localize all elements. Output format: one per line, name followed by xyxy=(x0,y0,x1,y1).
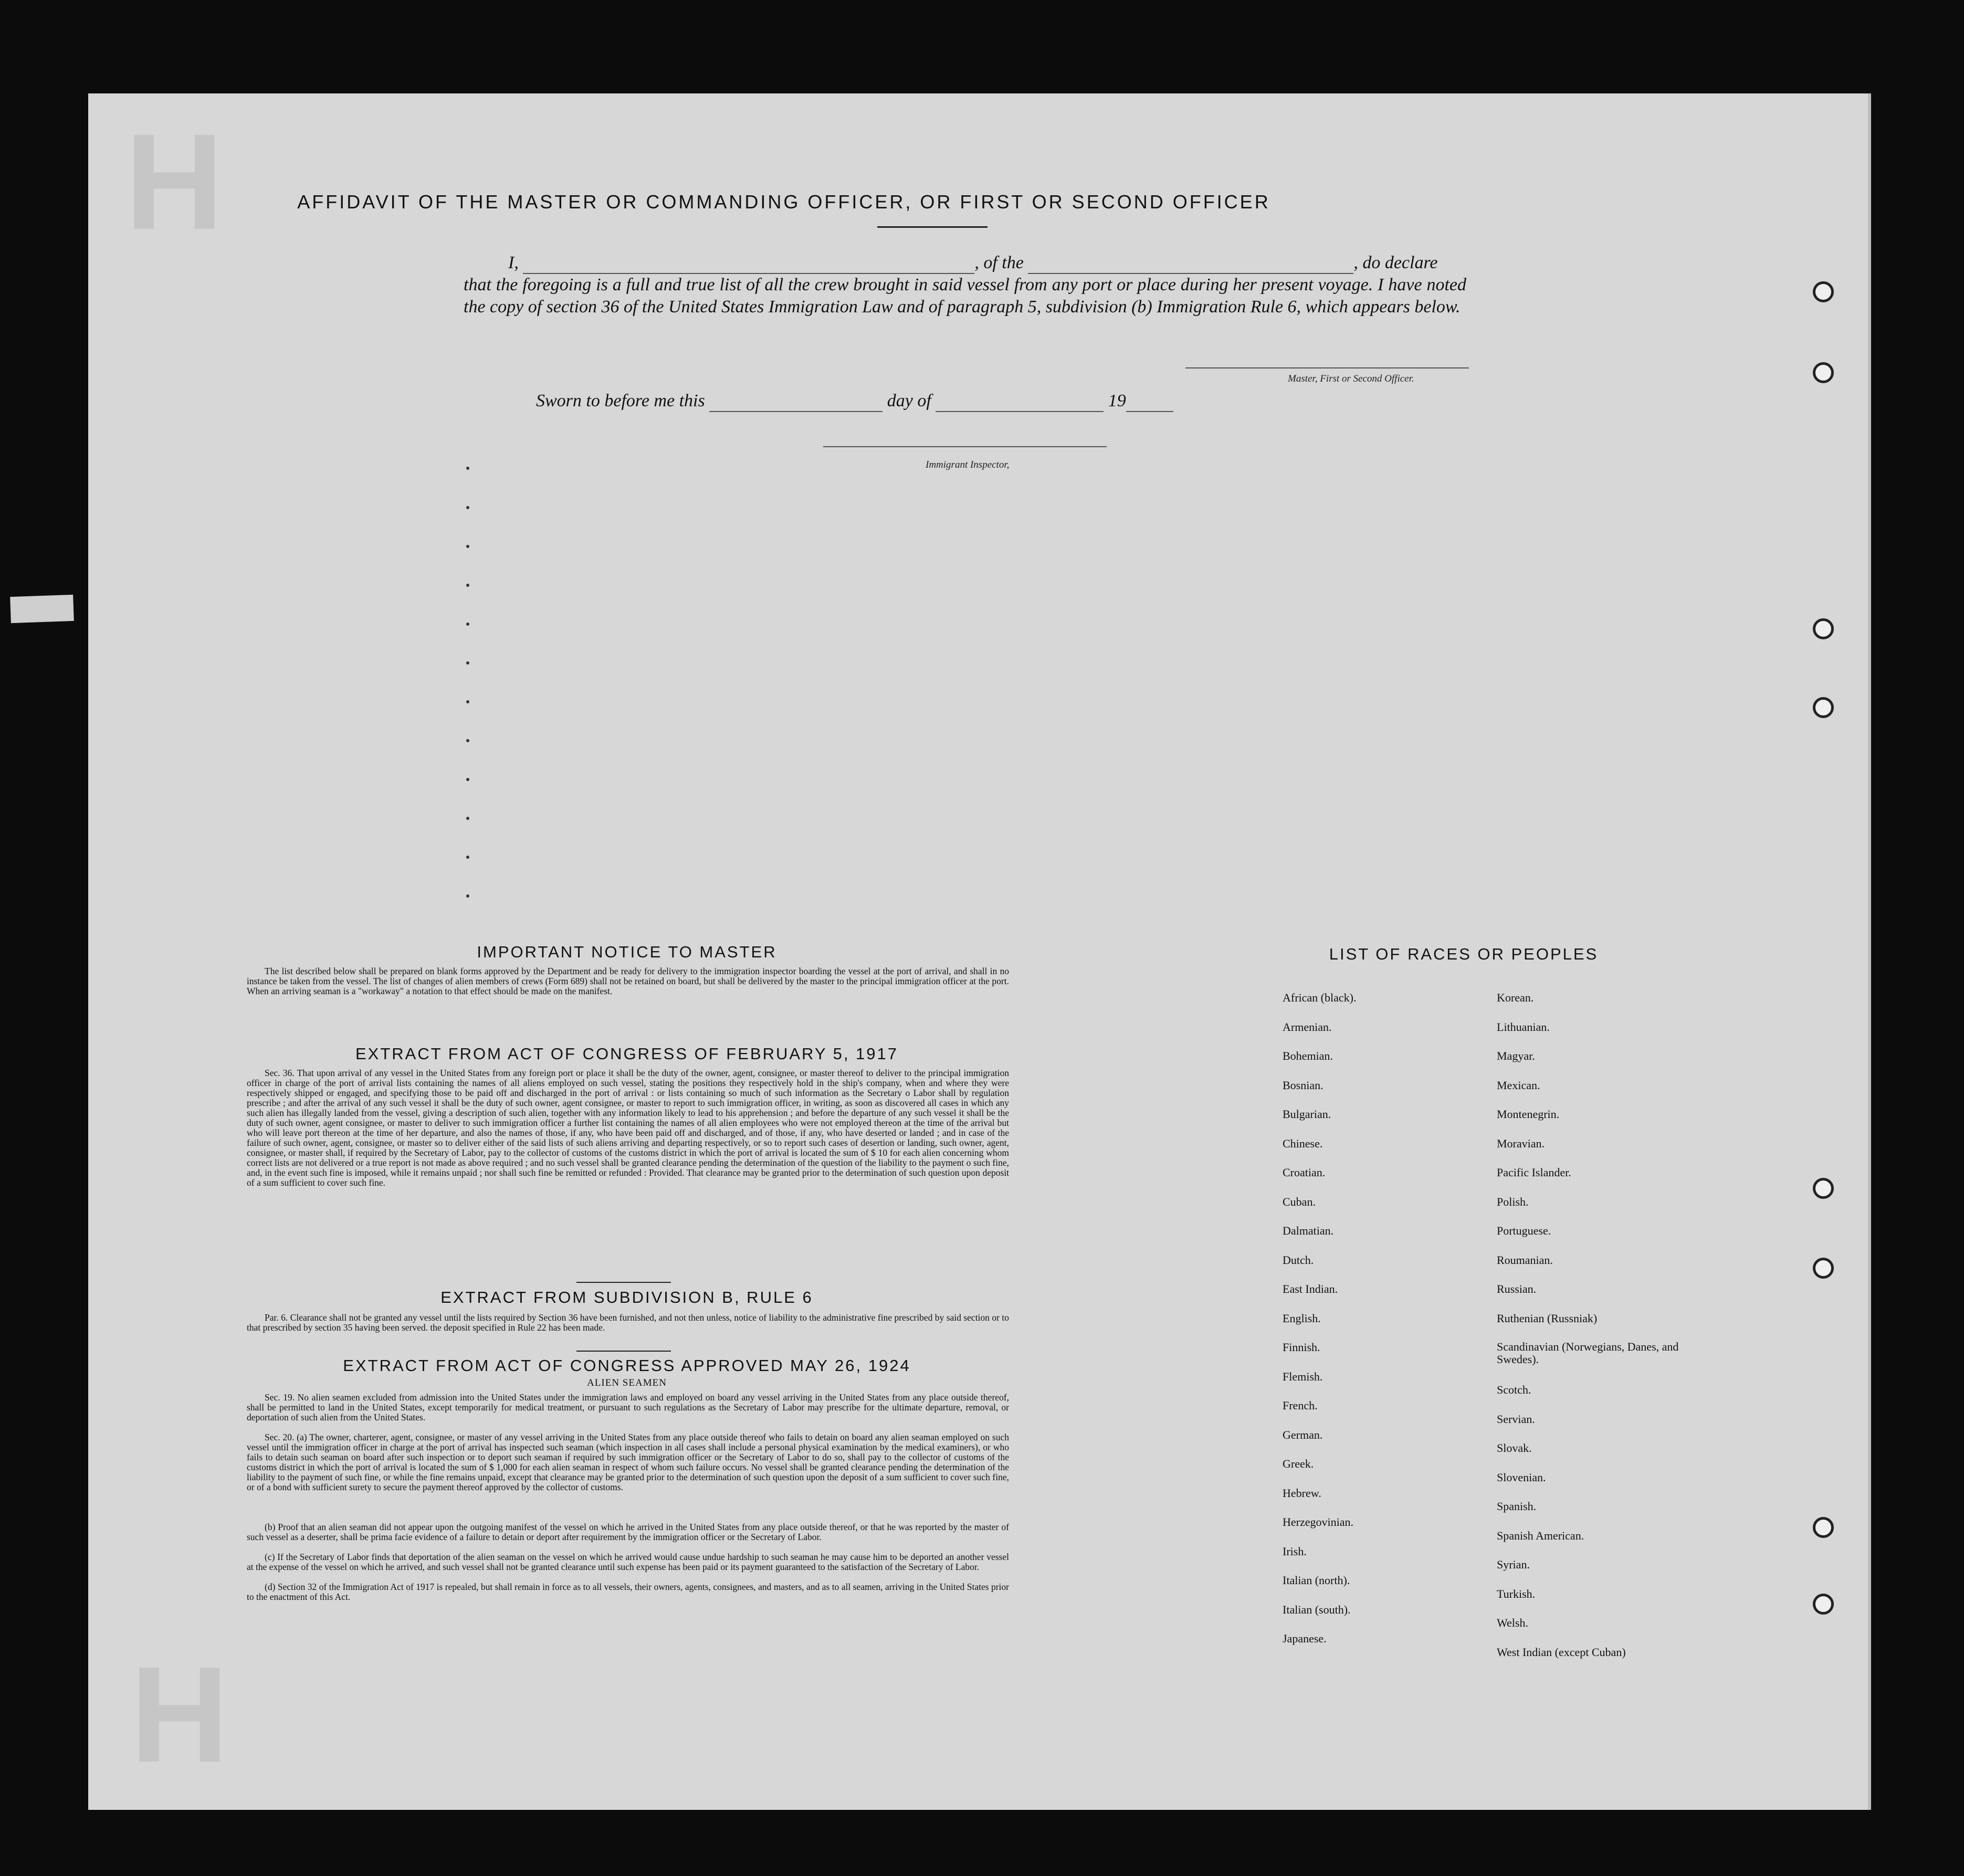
declaration-declare: , do declare xyxy=(1353,253,1438,272)
row-mark xyxy=(466,467,469,470)
row-mark xyxy=(466,778,469,781)
race-item: Armenian. xyxy=(1283,1020,1332,1034)
row-mark xyxy=(466,700,469,703)
year-blank[interactable] xyxy=(1126,395,1173,412)
name-blank[interactable] xyxy=(523,257,974,274)
master-signature-label: Master, First or Second Officer. xyxy=(1288,373,1414,384)
race-item: Korean. xyxy=(1497,991,1534,1004)
bleed-through-letter: H xyxy=(125,106,224,258)
binding-hole xyxy=(1813,1258,1834,1279)
race-item: Scotch. xyxy=(1497,1383,1531,1396)
inspector-signature-line xyxy=(823,446,1107,447)
sworn-label: Sworn to before me this xyxy=(536,391,705,410)
document-sheet xyxy=(88,93,1871,1810)
affidavit-title: AFFIDAVIT OF THE MASTER OR COMMANDING OFFICER, OR FIRST OR SECOND OFFICER xyxy=(297,191,1270,213)
row-mark xyxy=(466,817,469,820)
race-item: Lithuanian. xyxy=(1497,1020,1550,1034)
binding-hole xyxy=(1813,1517,1834,1538)
day-blank[interactable] xyxy=(709,395,883,412)
rule-6-text: Par. 6. Clearance shall not be granted any vessel until the lists required by Section 36 have been furnished, and not then unless, notice of liability to the administrative fine prescribed by said section or to that prescribed by section 35 having been served. the deposit specified in Rule 22 has been made. xyxy=(247,1312,1009,1333)
month-blank[interactable] xyxy=(936,395,1104,412)
race-item: Moravian. xyxy=(1497,1136,1545,1150)
notice-text: The list described below shall be prepared on blank forms approved by the Department and be ready for delivery to the immigration inspector boarding the vessel at the port of arrival, and shall in no instance be taken from the vessel. The list of changes of alien members of crews (Form 689) shall not be retained on board, but shall be delivered by the master to the principal immigration officer at the port. When an arriving seaman is a "workaway" a notation to that effect should be made on the manifest. xyxy=(247,966,1009,996)
inspector-signature-label: Immigrant Inspector, xyxy=(926,459,1010,470)
race-item: Spanish American. xyxy=(1497,1529,1584,1542)
race-item: Scandinavian (Norwegians, Danes, and Swedes). xyxy=(1497,1340,1679,1366)
race-item: Servian. xyxy=(1497,1412,1535,1426)
race-item: Polish. xyxy=(1497,1195,1529,1208)
act-1917-text: Sec. 36. That upon arrival of any vessel in the United States from any foreign port or place it shall be the duty of the owner, agent, consignee, or master thereof to deliver to the principal immigration officer in charge of the port of arrival lists containing the names of all aliens employed on such vessel, stating the positions they respectively hold in the ship's company, when and where they were respectively shipped or engaged, and specifying those to be paid off and discharged in the port of arrival : or lists containing so much of such information as the Secretary o Labor shall by regulation prescribe ; and after the arrival of any such vessel it shall be the duty of such owner, agent consignee, or master to report to such immigration officer, in writing, as soon as discovered all cases in which any such alien has illegally landed from the vessel, giving a description of such alien, together with any information likely to lead to his apprehension ; and before the departure of any such vessel it shall be the duty of such owner, agent consignee, or master to deliver to such immigration officer a further list containing the names of all alien employees who were not employed thereon at the time of the arrival but who will leave port thereon at the time of her departure, and also the names of those, if any, who have been paid off and discharged, and of those, if any, who have deserted or landed ; and in case of the failure of such owner, agent, consignee, or master so to deliver either of the said lists of such aliens arriving and departing respectively, or so to report such cases of desertion or landing, such owner, agent, consignee, or master shall, if required by the Secretary of Labor, pay to the collector of customs of the customs district in which the port of arrival is located the sum of $ 10 for each alien concerning whom correct lists are not delivered or a true report is not made as above required ; and no such vessel shall be granted clearance pending the determination of the question of the liability to the payment o such fine, and, in the event such fine is imposed, while it remains unpaid ; nor shall such fine be remitted or refunded : Provided. That clearance may be granted prior to the determination of such question upon deposit of a sum sufficient to cover such fine. xyxy=(247,1068,1009,1188)
race-item: Italian (south). xyxy=(1283,1603,1351,1616)
row-mark xyxy=(466,661,469,665)
race-item: Chinese. xyxy=(1283,1136,1323,1150)
alien-seamen-subheading: ALIEN SEAMEN xyxy=(587,1377,667,1388)
bleed-through-letter: H xyxy=(130,1639,229,1791)
row-mark xyxy=(466,856,469,859)
race-item: Roumanian. xyxy=(1497,1253,1553,1267)
rule-6-heading: EXTRACT FROM SUBDIVISION B, RULE 6 xyxy=(440,1288,813,1306)
race-item: Japanese. xyxy=(1283,1632,1327,1645)
race-item: Italian (north). xyxy=(1283,1574,1350,1587)
race-item: English. xyxy=(1283,1311,1321,1325)
race-item: East Indian. xyxy=(1283,1282,1338,1295)
race-item: Mexican. xyxy=(1497,1078,1540,1092)
act-1924-heading: EXTRACT FROM ACT OF CONGRESS APPROVED MAY 26, 1924 xyxy=(343,1356,911,1375)
binding-hole xyxy=(1813,697,1834,718)
race-item: Turkish. xyxy=(1497,1587,1536,1600)
act-1917-heading: EXTRACT FROM ACT OF CONGRESS OF FEBRUARY 5, 1917 xyxy=(355,1045,899,1063)
race-item: Magyar. xyxy=(1497,1049,1535,1062)
race-item: Montenegrin. xyxy=(1497,1108,1560,1121)
race-item: Spanish. xyxy=(1497,1500,1537,1513)
race-item: Pacific Islander. xyxy=(1497,1166,1571,1179)
race-item: French. xyxy=(1283,1399,1318,1412)
title-divider xyxy=(877,226,988,228)
race-item: Croatian. xyxy=(1283,1166,1326,1179)
notice-heading: IMPORTANT NOTICE TO MASTER xyxy=(477,943,777,961)
race-item: Bohemian. xyxy=(1283,1049,1333,1062)
act-1924-sec20d: (d) Section 32 of the Immigration Act of 1917 is repealed, but shall remain in force as to all vessels, their owners, agents, consignees, and masters, and as to all seamen, arriving in the United States prior to the enactment of this Act. xyxy=(247,1582,1009,1602)
race-item: Bosnian. xyxy=(1283,1078,1324,1092)
act-1924-sec20b: (b) Proof that an alien seaman did not appear upon the outgoing manifest of the vessel on which he arrived in the United States from any place outside thereof, or that he was reported by the master of such vessel as a deserter, shall be prima facie evidence of a failure to detain or deport after requirement by the immigration officer or the Secretary of Labor. xyxy=(247,1522,1009,1542)
race-item: African (black). xyxy=(1283,991,1357,1004)
year-prefix: 19 xyxy=(1108,391,1126,410)
vessel-blank[interactable] xyxy=(1028,257,1353,274)
row-mark xyxy=(466,623,469,626)
act-1924-sec20a: Sec. 20. (a) The owner, charterer, agent, consignee, or master of any vessel arriving in the United States from any place outside thereof who fails to detain on board any alien seaman employed on such vessel until the immigration officer in charge at the port of arrival has inspected such seaman (which inspection in all cases shall include a personal physical examination by the medical examiners), or who fails to detain such seaman on board after such inspection or to deport such seaman if required by such immigration officer or the Secretary of Labor to do so, shall pay to the collector of customs of the customs district in which the port of arrival is located the sum of $ 1,000 for each alien seaman in respect of whom such failure occurs. No vessel shall be granted clearance pending the determination of the liability to the payment of such fine, or while the fine remains unpaid, except that clearance may be granted prior to the determination of such question upon the deposit of a sum sufficient to cover such fine, or of a bond with sufficient surety to secure the payment thereof approved by the collector of customs. xyxy=(247,1432,1009,1492)
race-item: Hebrew. xyxy=(1283,1486,1321,1500)
races-heading: LIST OF RACES OR PEOPLES xyxy=(1329,945,1599,963)
binding-hole xyxy=(1813,281,1834,302)
divider-rule6 xyxy=(576,1351,671,1352)
races-column-left xyxy=(1283,991,1456,1661)
row-mark xyxy=(466,584,469,587)
binding-hole xyxy=(1813,1594,1834,1615)
race-item: Flemish. xyxy=(1283,1369,1323,1383)
act-1924-sec19: Sec. 19. No alien seamen excluded from admission into the United States under the immigration laws and employed on board any vessel arriving in the United States from any place outside thereof, shall be permitted to land in the United States, except temporarily for medical treatment, or pursuant to such regulations as the Secretary of Labor may prescribe for the ultimate departure, removal, or deportation of such alien from the United States. xyxy=(247,1392,1009,1422)
row-mark xyxy=(466,739,469,742)
row-mark xyxy=(466,545,469,548)
declaration-i: I, xyxy=(508,253,519,272)
binding-hole xyxy=(1813,1178,1834,1199)
sworn-line xyxy=(536,390,1324,412)
race-item: Welsh. xyxy=(1497,1616,1528,1629)
race-item: Bulgarian. xyxy=(1283,1108,1331,1121)
master-signature-line xyxy=(1185,367,1469,368)
row-mark xyxy=(466,894,469,898)
races-column-right xyxy=(1497,991,1717,1674)
race-item: Slovenian. xyxy=(1497,1470,1546,1484)
race-item: Herzegovinian. xyxy=(1283,1515,1353,1529)
race-item: Greek. xyxy=(1283,1457,1314,1470)
race-item: Dalmatian. xyxy=(1283,1224,1334,1237)
race-item: West Indian (except Cuban) xyxy=(1497,1645,1626,1659)
race-item: German. xyxy=(1283,1428,1323,1441)
race-item: Dutch. xyxy=(1283,1253,1314,1267)
declaration-of: , of the xyxy=(974,253,1024,272)
day-of-label: day of xyxy=(887,391,931,410)
binding-hole xyxy=(1813,362,1834,383)
declaration-body: that the foregoing is a full and true list of all the crew brought in said vessel from any port or place during her present voyage. I have noted the copy of section 36 of the United States Immigration Law and of paragraph 5, subdivision (b) Immigration Rule 6, which appears below. xyxy=(464,275,1466,317)
row-mark xyxy=(466,506,469,509)
divider-1917 xyxy=(576,1282,671,1283)
paper-scrap xyxy=(10,595,74,623)
race-item: Slovak. xyxy=(1497,1441,1532,1455)
race-item: Finnish. xyxy=(1283,1341,1320,1354)
race-item: Portuguese. xyxy=(1497,1224,1551,1237)
race-item: Ruthenian (Russniak) xyxy=(1497,1311,1598,1325)
race-item: Cuban. xyxy=(1283,1195,1316,1208)
act-1924-sec20c: (c) If the Secretary of Labor finds that deportation of the alien seaman on the vessel on which he arrived would cause undue hardship to such seaman he may cause him to be deported an another vessel at the expense of the vessel on which he arrived, and such vessel shall not be granted clearance until such expense has been paid or its payment guaranteed to the satisfaction of the Secretary of Labor. xyxy=(247,1552,1009,1572)
binding-hole xyxy=(1813,618,1834,639)
race-item: Irish. xyxy=(1283,1544,1307,1558)
race-item: Syrian. xyxy=(1497,1558,1530,1571)
race-item: Russian. xyxy=(1497,1282,1537,1295)
declaration-line xyxy=(508,252,1558,274)
